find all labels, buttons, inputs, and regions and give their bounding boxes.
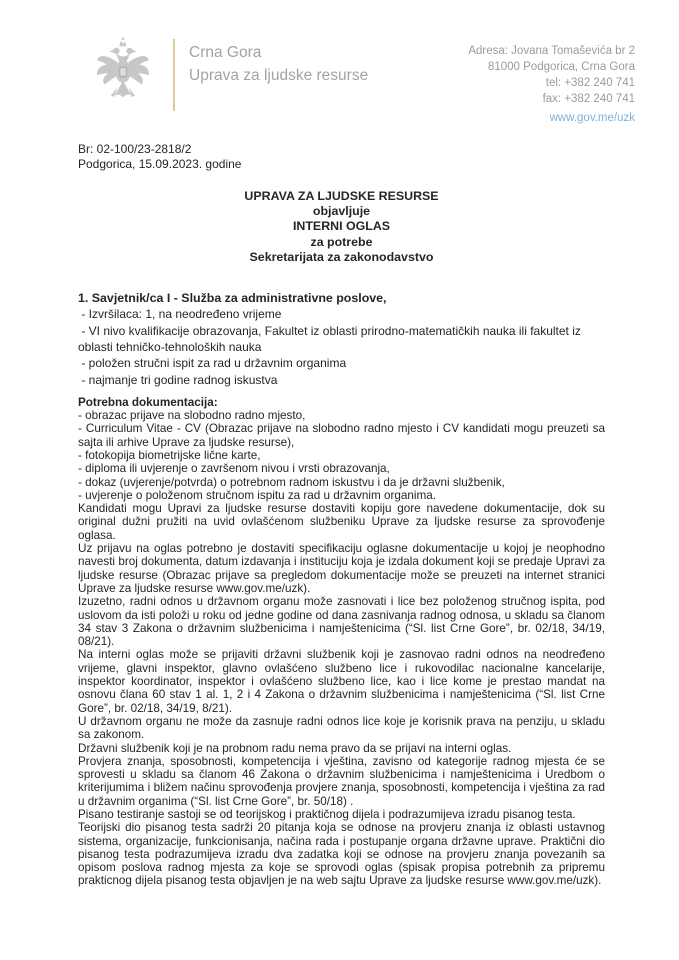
document-title-block <box>78 189 605 265</box>
required-docs-section <box>78 396 605 502</box>
position-title: 1. Savjetnik/ca I - Služba za administrativne poslove, <box>78 291 387 306</box>
address-street: Adresa: Jovana Tomaševića br 2 <box>468 45 635 57</box>
doc-list-item: - dokaz (uvjerenje/potvrda) o potrebnom radnom iskustvu i da je državni službenik, <box>78 475 505 489</box>
website-link[interactable]: www.gov.me/uzk <box>549 112 635 124</box>
paragraph: Provjera znanja, sposobnosti, kompetencija i vještina, zavisno od kategorije radnog mjesta će se sprovesti u skladu sa članom 46 Zakona o državnim službenicima i namještenicima i Uredbom o kriterijumima i bližem načinu sprovođenja provjere znanja, sposobnosti, kompetencija i vještina za rad u državnim organima (“Sl. list Crne Gore”, br. 50/18) . <box>78 754 605 808</box>
org-title: Uprava za ljudske resurse <box>189 67 369 84</box>
position-detail: - VI nivo kvalifikacije obrazovanja, Fakultet iz oblasti prirodno-matematičkih nauka ili fakultet iz oblasti tehničko-tehnoloških nauka <box>78 323 581 354</box>
document-date: Podgorica, 15.09.2023. godine <box>78 157 242 171</box>
address-tel: tel: +382 240 741 <box>545 77 635 89</box>
title-line: INTERNI OGLAS <box>292 219 391 234</box>
position-detail: - položen stručni ispit za rad u državnim organima <box>78 356 347 371</box>
paragraph: Pisano testiranje sastoji se od teorijskog i praktičnog dijela i podrazumijeva izradu pisanog testa. <box>78 808 576 821</box>
doc-list-item: - uvjerenje o položenom stručnom ispitu za rad u državnim organima. <box>78 488 436 502</box>
title-line: za potrebe <box>310 234 373 249</box>
doc-list-item: - fotokopija biometrijske lične karte, <box>78 448 261 462</box>
paragraph: Državni službenik koji je na probnom radu nema pravo da se prijavi na interni oglas. <box>78 741 512 755</box>
document-number: Br: 02-100/23-2818/2 <box>78 142 192 156</box>
montenegro-coat-of-arms-icon <box>95 36 151 118</box>
address-block <box>468 36 635 126</box>
org-country: Crna Gora <box>189 44 262 61</box>
position-detail: - najmanje tri godine radnog iskustva <box>78 372 278 387</box>
doc-list-item: - obrazac prijave na slobodno radno mjesto, <box>78 409 306 423</box>
title-line: objavljuje <box>312 204 371 219</box>
address-city: 81000 Podgorica, Crna Gora <box>487 61 635 73</box>
paragraph: Na interni oglas može se prijaviti državni službenik koji je zasnovao radni odnos na neodređeno vrijeme, glavni inspektor, glavno ovlašćeno službeno lice i rukovodilac nacionalne kancelarije, inspektor koordinator, inspektor i ovlašćeno službeno lice, kao i lice kome je prestao mandat na osnovu člana 60 stav 1 al. 1, 2 i 4 Zakona o državnim službenicima i namještenicima (“Sl. list Crne Gore”, br. 02/18, 34/19, 8/21). <box>78 648 605 715</box>
brand-block <box>95 36 368 118</box>
title-line: Sekretarijata za zakonodavstvo <box>249 249 434 264</box>
paragraph: U državnom organu ne može da zasnuje radni odnos lice koje je korisnik prava na penziju, u skladu sa zakonom. <box>78 714 605 742</box>
paragraph: Kandidati mogu Upravi za ljudske resurse dostaviti kopiju gore navedene dokumentacije, dok su original dužni pružiti na uvid ovlašćenom službeniku Uprave za ljudske resurse za sprovođenje oglasa. <box>78 502 605 542</box>
document-body <box>78 142 605 888</box>
brand-divider <box>173 39 175 111</box>
body-paragraphs <box>78 502 605 888</box>
paragraph: Teorijski dio pisanog testa sadrži 20 pitanja koja se odnose na provjeru znanja iz oblasti ustavnog sistema, organizacije, funkcionisanja, načina rada i postupanje organa državne uprave. Praktični dio pisanog testa podrazumijeva izradu dva zadatka koji se odnose na provjeru znanja povezanih sa opisom poslova radnog mjesta za koje se sprovodi oglas (spisak propisa potrebnih za pripremu prakticnog dijela pisanog testa objavljen je na web sajtu Uprave za ljudske resurse www.gov.me/uzk). <box>78 821 605 888</box>
paragraph: Uz prijavu na oglas potrebno je dostaviti specifikaciju oglasne dokumentacije u kojoj je neophodno navesti broj dokumenta, datum izdavanja i instituciju koja je izdala dokument koji se predaje Upravi za ljudske resurse (Obrazac prijave sa pregledom dokumentacije može se preuzeti na internet stranici Uprave za ljudske resurse www.gov.me/uzk). <box>78 542 605 595</box>
paragraph: Izuzetno, radni odnos u državnom organu može zasnovati i lice bez položenog stručnog ispita, pod uslovom da isti položi u roku od jedne godine od dana zasnivanja radnog odnosa, u skladu sa članom 34 stav 3 Zakona o državnim službenicima i namještenicima (“Sl. list Crne Gore”, br. 02/18, 34/19, 08/21). <box>78 595 605 649</box>
position-section <box>78 290 605 388</box>
title-line: UPRAVA ZA LJUDSKE RESURSE <box>244 189 439 203</box>
position-detail: - Izvršilaca: 1, na neodređeno vrijeme <box>78 307 282 322</box>
document-meta <box>78 142 605 172</box>
address-fax: fax: +382 240 741 <box>542 93 635 105</box>
letterhead <box>95 36 635 126</box>
organization-name <box>189 36 368 87</box>
doc-list-item: - diploma ili uvjerenje o završenom nivou i vrsti obrazovanja, <box>78 462 390 476</box>
doc-list-item: - Curriculum Vitae - CV (Obrazac prijave na slobodno radno mjesto i CV kandidati mogu preuzeti sa sajta ili arhive Uprave za ljudske resurse), <box>78 422 605 449</box>
required-docs-heading: Potrebna dokumentacija: <box>78 395 218 409</box>
